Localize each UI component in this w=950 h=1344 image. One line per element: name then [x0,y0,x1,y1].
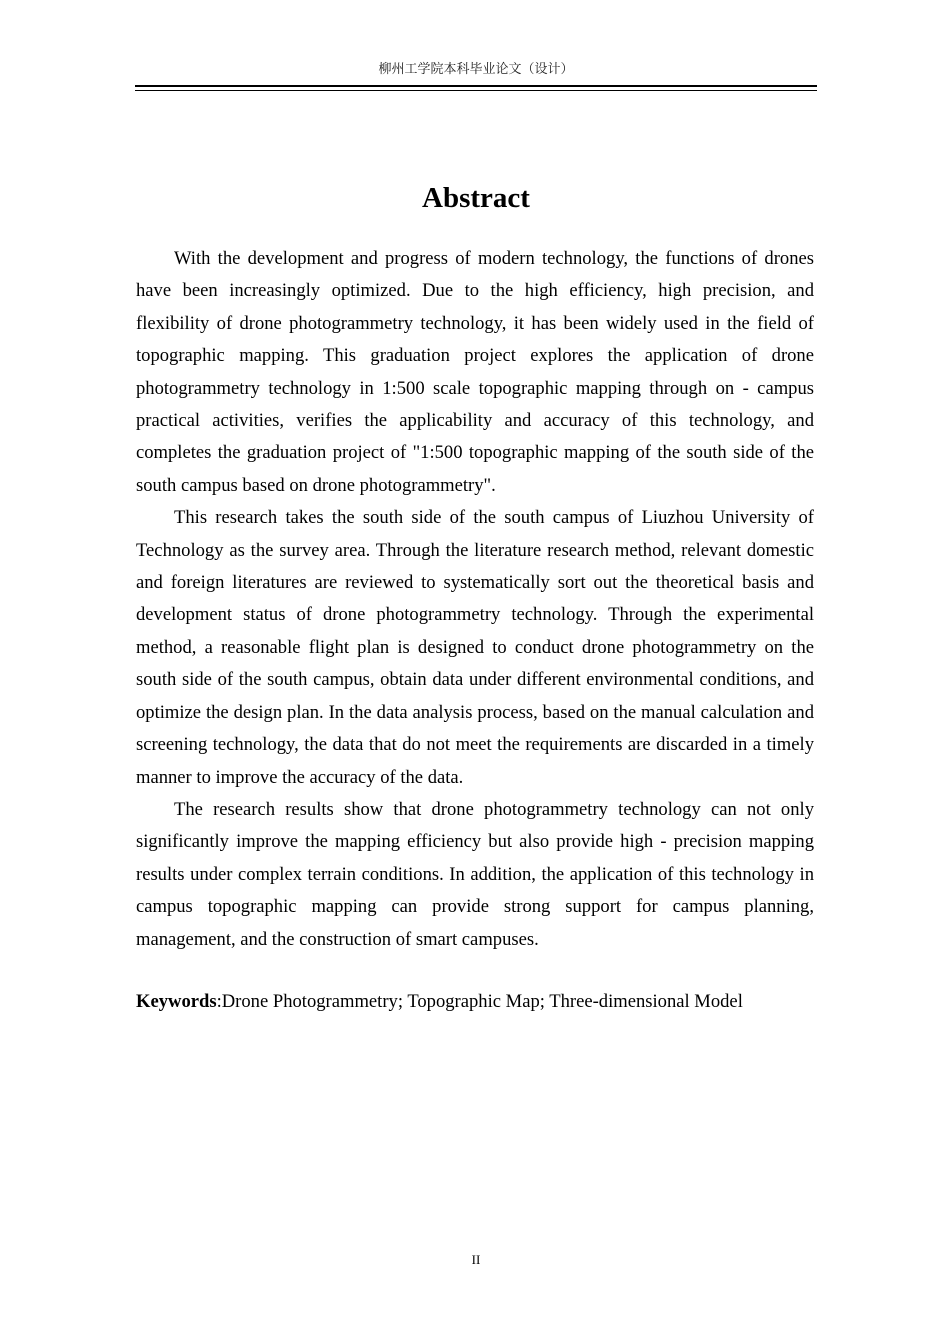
keywords-separator: : [216,991,222,1012]
abstract-title: Abstract [422,182,530,214]
header-rule-thick [135,85,817,87]
keywords-text: Drone Photogrammetry; Topographic Map; Three-dimensional Model [221,991,743,1012]
abstract-paragraph-3: The research results show that drone photogrammetry technology can not only significantly improve the mapping efficiency but also provide high - precision mapping results under complex terrain conditions. In addition, the application of this technology in campus topographic mapping can provide strong support for campus planning, management, and the construction of smart campuses. [136,798,814,950]
running-header: 柳州工学院本科毕业论文（设计） [378,62,574,77]
keywords-line [136,986,814,1018]
abstract-paragraph-2: This research takes the south side of the south campus of Liuzhou University of Technology as the survey area. Through the literature research method, relevant domestic and foreign literatures are reviewed to systematically sort out the theoretical basis and development status of drone photogrammetry technology. Through the experimental method, a reasonable flight plan is designed to conduct drone photogrammetry on the south side of the south campus, obtain data under different environmental conditions, and optimize the design plan. In the data analysis process, based on the manual calculation and screening technology, the data that do not meet the requirements are discarded in a timely manner to improve the accuracy of the data. [136,507,814,788]
header-rule-thin [135,90,817,91]
keywords-label: Keywords [136,991,217,1012]
abstract-body [136,243,814,956]
abstract-paragraph-1: With the development and progress of modern technology, the functions of drones have been increasingly optimized. Due to the high efficiency, high precision, and flexibility of drone photogrammetry technology, it has been widely used in the field of topographic mapping. This graduation project explores the application of drone photogrammetry technology in 1:500 scale topographic mapping through on - campus practical activities, verifies the applicability and accuracy of this technology, and completes the graduation project of "1:500 topographic mapping of the south side of the south campus based on drone photogrammetry". [136,248,814,496]
page-number: II [471,1252,481,1267]
